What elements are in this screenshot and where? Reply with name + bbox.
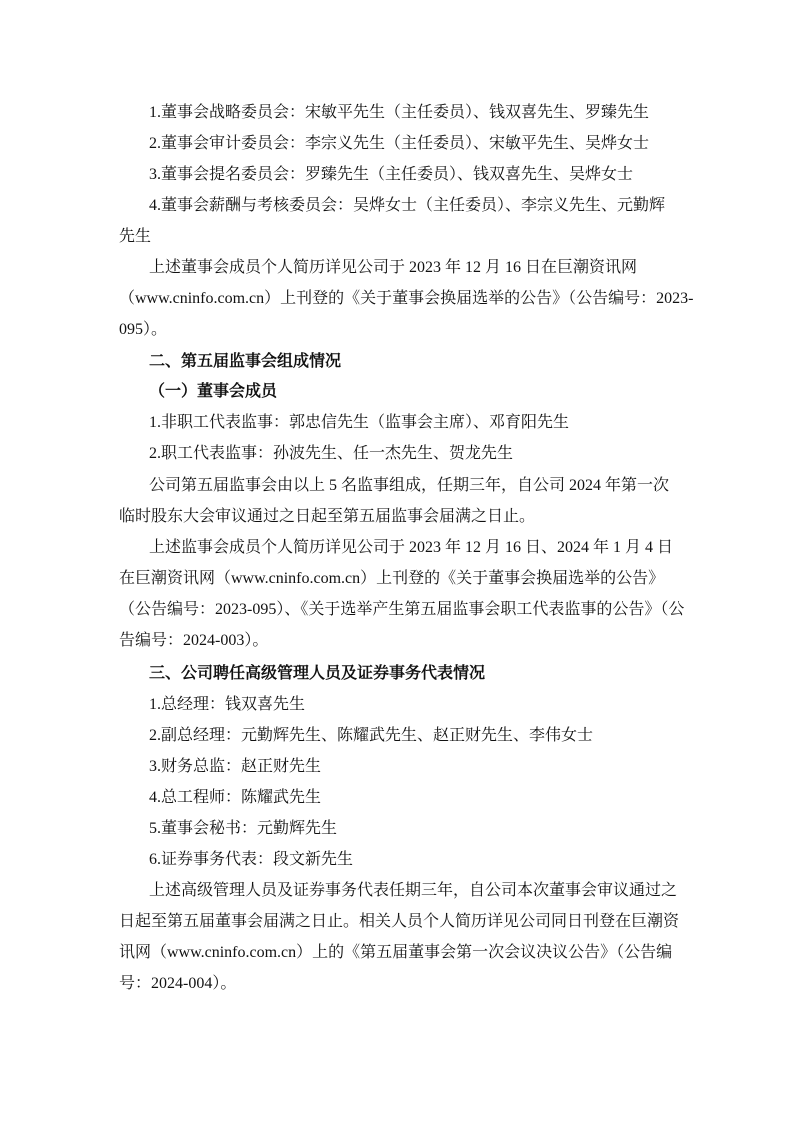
text-line: 上述监事会成员个人简历详见公司于 2023 年 12 月 16 日、2024 年 1 月 4 日 [149,539,674,556]
text-line: （公告编号：2023-095）、《关于选举产生第五届监事会职工代表监事的公告》（公 [119,601,685,618]
section-heading: （一）董事会成员 [149,383,278,400]
text-line: 先生 [119,228,152,245]
text-line: 临时股东大会审议通过之日起至第五届监事会届满之日止。 [119,508,536,525]
text-line: 4.总工程师：陈耀武先生 [149,789,322,806]
text-line: 讯网（www.cninfo.com.cn）上的《第五届董事会第一次会议决议公告》（公告编 [119,944,673,961]
text-line: 公司第五届监事会由以上 5 名监事组成，任期三年，自公司 2024 年第一次 [149,477,670,494]
text-line: 5.董事会秘书：元勤辉先生 [149,820,338,837]
text-line: 1.非职工代表监事：郭忠信先生（监事会主席）、邓育阳先生 [149,414,570,431]
text-line: 2.董事会审计委员会：李宗义先生（主任委员）、宋敏平先生、吴烨女士 [149,135,650,152]
text-line: 1.董事会战略委员会：宋敏平先生（主任委员）、钱双喜先生、罗臻先生 [149,104,650,121]
text-line: 3.财务总监：赵正财先生 [149,758,322,775]
text-line: 日起至第五届董事会届满之日止。相关人员个人简历详见公司同日刊登在巨潮资 [119,913,680,930]
text-line: 号：2024-004）。 [119,975,237,992]
text-line: 2.副总经理：元勤辉先生、陈耀武先生、赵正财先生、李伟女士 [149,727,594,744]
text-line: （www.cninfo.com.cn）上刊登的《关于董事会换届选举的公告》（公告编号：2023- [119,290,694,307]
text-line: 上述高级管理人员及证券事务代表任期三年，自公司本次董事会审议通过之 [149,882,678,899]
section-heading: 二、第五届监事会组成情况 [149,353,342,370]
text-line: 1.总经理：钱双喜先生 [149,696,306,713]
text-line: 上述董事会成员个人简历详见公司于 2023 年 12 月 16 日在巨潮资讯网 [149,259,638,276]
text-line: 095）。 [119,321,168,338]
section-heading: 三、公司聘任高级管理人员及证券事务代表情况 [149,665,486,682]
text-line: 在巨潮资讯网（www.cninfo.com.cn）上刊登的《关于董事会换届选举的公告》 [119,570,665,587]
text-line: 4.董事会薪酬与考核委员会：吴烨女士（主任委员）、李宗义先生、元勤辉 [149,197,666,214]
text-line: 告编号：2024-003）。 [119,632,269,649]
text-line: 2.职工代表监事：孙波先生、任一杰先生、贺龙先生 [149,445,514,462]
text-line: 3.董事会提名委员会：罗臻先生（主任委员）、钱双喜先生、吴烨女士 [149,166,634,183]
text-line: 6.证券事务代表：段文新先生 [149,851,354,868]
